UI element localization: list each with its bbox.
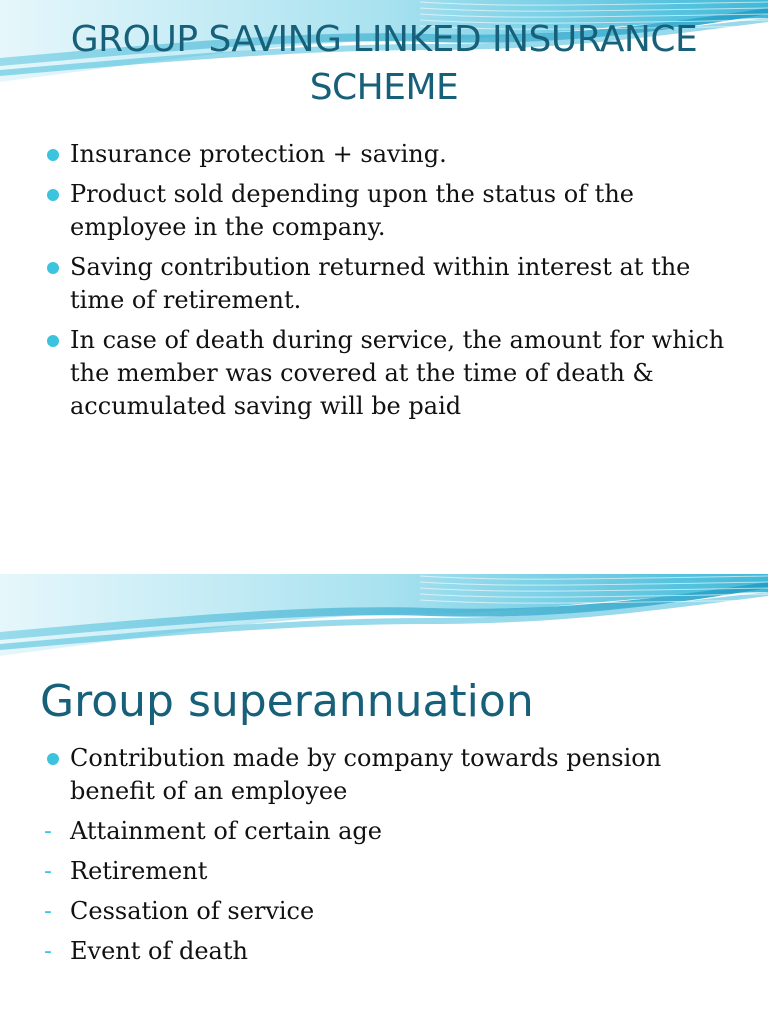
list-item [44, 855, 734, 888]
slide-2 [0, 574, 768, 1024]
bullet-text: Contribution made by company towards pension benefit of an employee [70, 744, 662, 805]
dash-icon: - [44, 819, 52, 844]
dash-icon: - [44, 939, 52, 964]
bullet-icon [47, 149, 59, 161]
slide-2-title: Group superannuation [40, 676, 534, 727]
bullet-icon [47, 262, 59, 274]
bullet-text: Event of death [70, 937, 248, 965]
bullet-text: Cessation of service [70, 897, 315, 925]
dash-icon: - [44, 859, 52, 884]
list-item [44, 138, 734, 171]
list-item [44, 251, 734, 317]
bullet-text: Saving contribution returned within interest at the time of retirement. [70, 253, 691, 314]
bullet-text: Retirement [70, 857, 208, 885]
bullet-icon [47, 753, 59, 765]
bullet-icon [47, 335, 59, 347]
list-item [44, 935, 734, 968]
list-item [44, 895, 734, 928]
bullet-text: Insurance protection + saving. [70, 140, 447, 168]
slide-2-bullet-list [44, 742, 734, 975]
list-item [44, 324, 734, 423]
bullet-text: Product sold depending upon the status of the employee in the company. [70, 180, 634, 241]
list-item [44, 742, 734, 808]
list-item [44, 178, 734, 244]
slide-1-title: GROUP SAVING LINKED INSURANCE SCHEME [70, 19, 698, 108]
header-wave-decoration [0, 574, 768, 674]
bullet-text: In case of death during service, the amount for which the member was covered at the time of death & accumulated saving will be paid [70, 326, 725, 420]
dash-icon: - [44, 899, 52, 924]
list-item [44, 815, 734, 848]
bullet-text: Attainment of certain age [70, 817, 382, 845]
bullet-icon [47, 189, 59, 201]
slide-1-bullet-list [44, 138, 734, 430]
